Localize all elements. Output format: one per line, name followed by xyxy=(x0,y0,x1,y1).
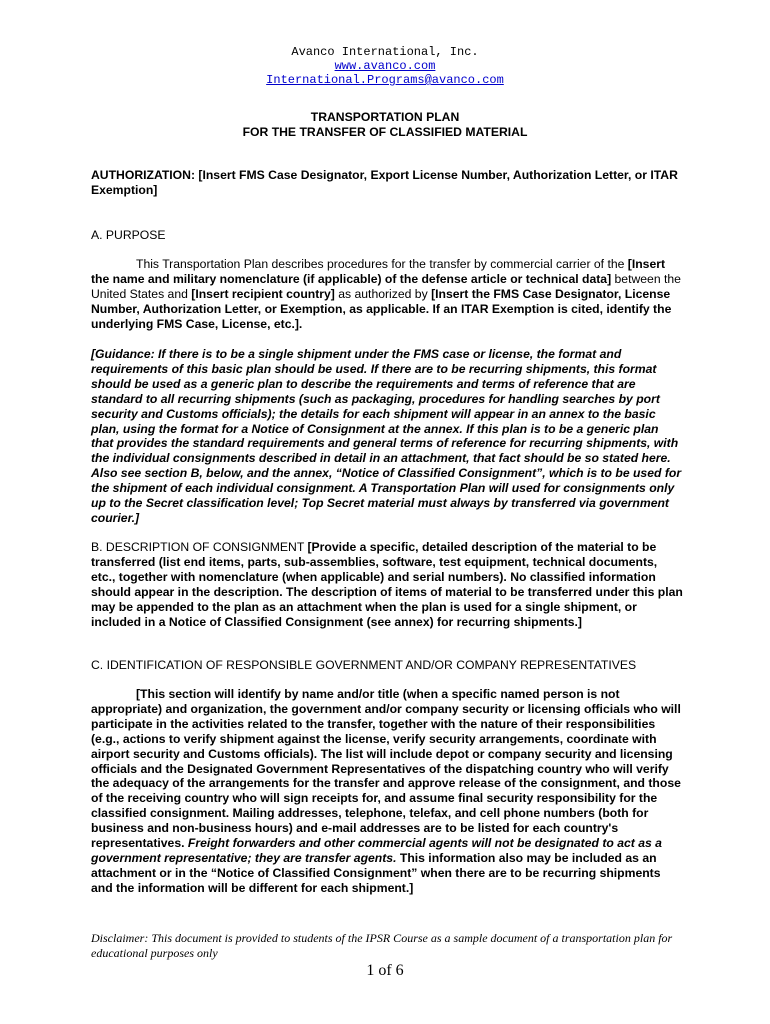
email-link[interactable]: International.Programs@avanco.com xyxy=(266,73,504,87)
purpose-text-1: This Transportation Plan describes procedures for the transfer by commercial carrier of the xyxy=(136,257,628,271)
purpose-bold-2: [Insert recipient country] xyxy=(191,286,335,301)
purpose-text-3: as authorized by xyxy=(334,286,432,301)
section-c-paragraph xyxy=(91,687,683,896)
section-b-text: [Provide a specific, detailed description of the material to be transferred (list end items, parts, sub-assemblies, software, test equipment, technical documents, etc., together with nomenclature (when applicable) and serial numbers). No classified information should appear in the description. The description of items of material to be transferred under this plan may be appended to the plan as an attachment when the plan is used for a single shipment, or included in a Notice of Classified Consignment (see annex) for recurring shipments.] xyxy=(91,540,683,629)
title-line-2: FOR THE TRANSFER OF CLASSIFIED MATERIAL xyxy=(242,124,528,139)
purpose-paragraph xyxy=(91,257,683,332)
page-number: 1 of 6 xyxy=(366,962,404,979)
disclaimer: Disclaimer: This document is provided to students of the IPSR Course as a sample document of a transportation plan for educational purposes only xyxy=(91,931,673,960)
guidance-text: [Guidance: If there is to be a single shipment under the FMS case or license, the format and requirements of this basic plan should be used. If there are to be recurring shipments, this format should be used as a generic plan to describe the requirements and terms of reference that are standard to all recurring shipments (such as packaging, procedures for handling searches by port security and Customs officials); the details for each shipment will appear in an annex to the basic plan, using the format for a Notice of Consignment at the annex. If this plan is to be a generic plan that provides the standard requirements and general terms of reference for recurring shipments, with the individual consignments described in detail in an attachment, that fact should be so stated here. Also see section B, below, and the annex, “Notice of Classified Consignment”, which is to be used for the shipment of each individual consignment. A Transportation Plan will used for consignments only up to the Secret classification level; Top Secret material must always by transferred via government courier.] xyxy=(91,347,682,525)
document-title xyxy=(0,110,770,140)
section-b-heading: B. DESCRIPTION OF CONSIGNMENT xyxy=(91,540,308,554)
purpose-bold-1: [Insert the name and military nomenclature (if applicable) of the defense article or technical data] xyxy=(91,257,666,286)
section-b-paragraph xyxy=(91,540,683,629)
purpose-bold-3: [Insert the FMS Case Designator, License Number, Authorization Letter, or Exemption, as applicable. If an ITAR Exemption is cited, identify the underlying FMS Case, License, etc.]. xyxy=(91,286,672,331)
authorization-text: [Insert FMS Case Designator, Export License Number, Authorization Letter, or ITAR Exemption] xyxy=(91,168,678,197)
company-name: Avanco International, Inc. xyxy=(291,45,479,59)
letterhead xyxy=(0,44,770,86)
section-c-text-3: This information also may be included as an attachment or in the “Notice of Classified Consignment” when there are to be recurring shipments and the information will be different for each shipment.] xyxy=(91,850,661,895)
guidance-paragraph xyxy=(91,347,683,526)
purpose-text-2: between the United States and xyxy=(91,271,681,301)
website-link[interactable]: www.avanco.com xyxy=(334,59,436,73)
section-a-heading: A. PURPOSE xyxy=(91,228,166,242)
section-c-heading: C. IDENTIFICATION OF RESPONSIBLE GOVERNMENT AND/OR COMPANY REPRESENTATIVES xyxy=(91,658,637,672)
section-c-text-2: Freight forwarders and other commercial agents will not be designated to act as a government representative; they are transfer agents. xyxy=(91,836,662,865)
authorization-paragraph xyxy=(91,168,683,198)
section-c-text-1: [This section will identify by name and/or title (when a specific named person is not appropriate) and organization, the government and/or company security or licensing officials who will participate in the activities related to the transfer, together with the nature of their responsibilities (e.g., actions to verify shipment against the license, verify security arrangements, coordinate with airport security and Customs officials). The list will include depot or company security and licensing officials and the Designated Government Representatives of the dispatching country who will verify the adequacy of the arrangements for the transfer and approve release of the consignment, and those of the receiving country who will sign receipts for, and assume final security responsibility for the classified consignment. Mailing addresses, telephone, telefax, and cell phone numbers (both for business and non-business hours) and e-mail addresses are to be listed for each country's representatives. xyxy=(91,687,681,851)
authorization-label: AUTHORIZATION: xyxy=(91,168,199,182)
title-line-1: TRANSPORTATION PLAN xyxy=(310,110,460,124)
